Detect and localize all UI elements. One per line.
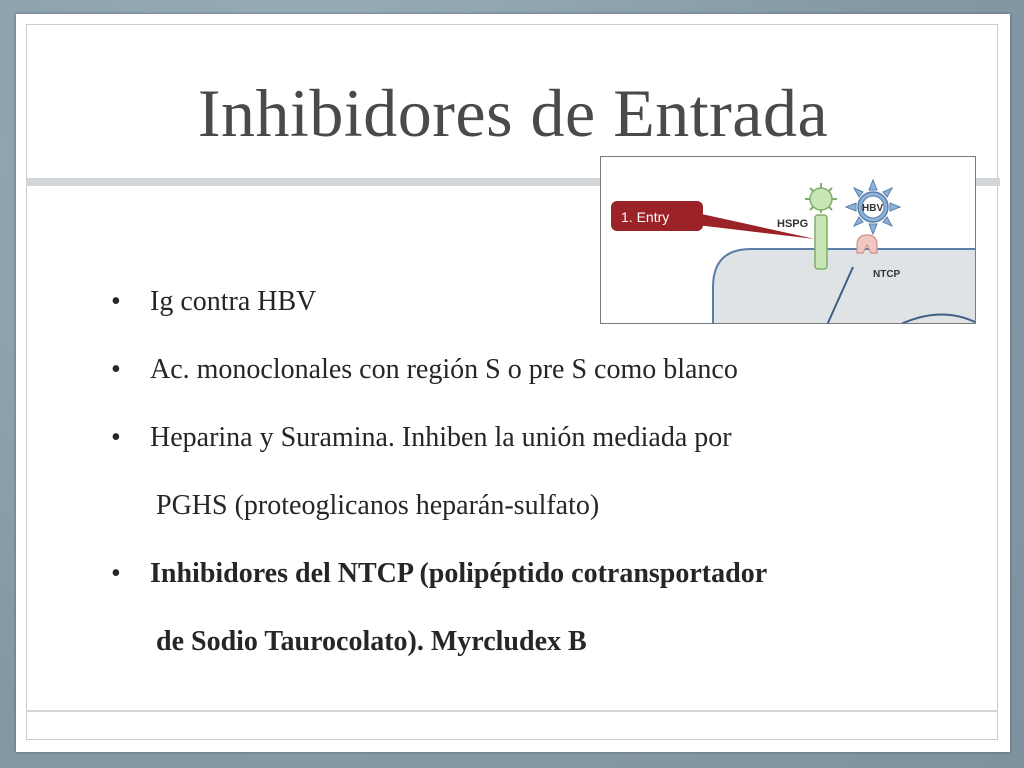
- hbv-label: HBV: [862, 203, 884, 214]
- bullet-list: [106, 268, 966, 676]
- bullet-text: [150, 558, 966, 676]
- bullet-item: [106, 268, 966, 336]
- ntcp-label: NTCP: [873, 269, 901, 280]
- hspg-label: HSPG: [777, 218, 809, 230]
- entry-label: 1. Entry: [621, 209, 670, 225]
- bullet-symbol: •: [111, 422, 121, 453]
- hspg-stalk: [815, 215, 827, 269]
- bullet-line: PGHS (proteoglicanos heparán-sulfato): [156, 490, 600, 521]
- bullet-item: [106, 336, 966, 404]
- bullet-text: [150, 422, 966, 540]
- bullet-symbol: •: [111, 286, 121, 317]
- bullet-item: [106, 540, 966, 676]
- slide-title: Inhibidores de Entrada: [197, 75, 829, 151]
- bullet-item: [106, 404, 966, 540]
- bullet-text: Ac. monoclonales con región S o pre S como blanco: [150, 354, 738, 385]
- bullet-symbol: •: [111, 354, 121, 385]
- bullet-line: Inhibidores del NTCP (polipéptido cotransportador: [150, 558, 768, 589]
- footer-divider: [26, 710, 998, 712]
- bullet-text: Ig contra HBV: [150, 286, 317, 317]
- bullet-symbol: •: [111, 558, 121, 589]
- slide: [16, 14, 1010, 752]
- hspg-head: [805, 183, 837, 213]
- bullet-line: de Sodio Taurocolato). Myrcludex B: [156, 626, 587, 657]
- bullet-line: Heparina y Suramina. Inhiben la unión mediada por: [150, 422, 732, 453]
